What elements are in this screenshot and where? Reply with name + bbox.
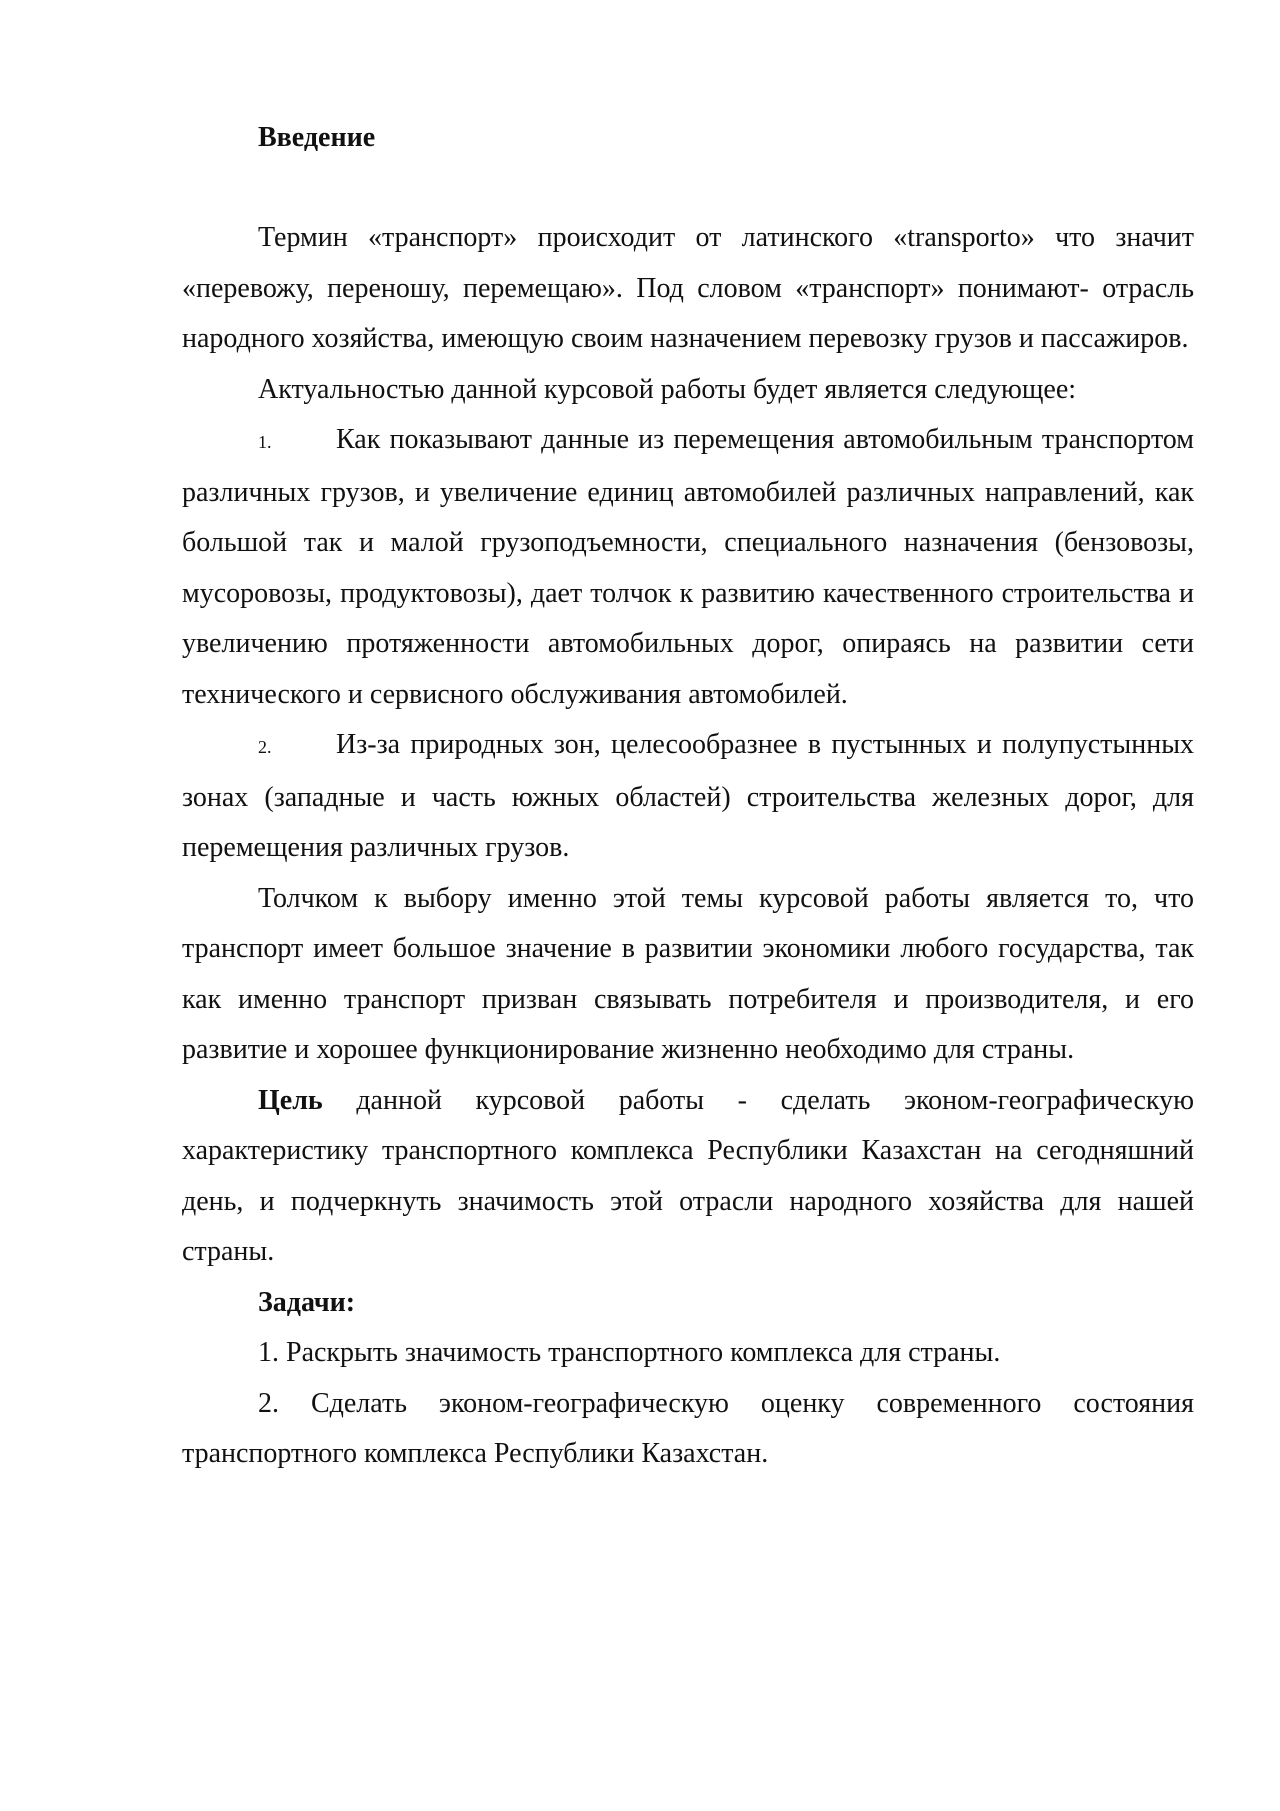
section-heading: Введение xyxy=(258,122,376,153)
paragraph-topic-choice: Толчком к выбору именно этой темы курсовой работы является то, что транспорт имеет большое значение в развитии экономики любого государства, так как именно транспорт призван связывать потребителя и производителя, и его развитие и хорошее функционирование жизненно необходимо для страны. xyxy=(182,882,1194,1065)
list-number-2: 2. xyxy=(258,737,272,757)
list-item-1 xyxy=(182,415,1194,720)
task-item-1: 1. Раскрыть значимость транспортного комплекса для страны. xyxy=(258,1337,1001,1368)
list-item-2 xyxy=(182,720,1194,874)
paragraph-goal xyxy=(182,1076,1194,1278)
goal-text: данной курсовой работы - сделать эконом-географическую характеристику транспортного комплекса Республики Казахстан на сегодняшний день, и подчеркнуть значимость этой отрасли народного хозяйства для нашей страны. xyxy=(182,1084,1194,1267)
goal-label: Цель xyxy=(258,1084,323,1116)
paragraph-relevance: Актуальностью данной курсовой работы будет является следующее: xyxy=(258,373,1077,405)
task-item-2: 2. Сделать эконом-географическую оценку современного состояния транспортного комплекса Республики Казахстан. xyxy=(182,1387,1194,1469)
list-text-2: Из-за природных зон, целесообразнее в пустынных и полупустынных зонах (западные и часть южных областей) строительства железных дорог, для перемещения различных грузов. xyxy=(182,729,1194,863)
tasks-label: Задачи: xyxy=(258,1286,356,1318)
list-text-1: Как показывают данные из перемещения автомобильным транспортом различных грузов, и увеличение единиц автомобилей различных направлений, как большой так и малой грузоподъемности, специального назначения (бензовозы, мусоровозы, продуктовозы), дает толчок к развитию качественного строительства и увеличению протяженности автомобильных дорог, опираясь на развитии сети технического и сервисного обслуживания автомобилей. xyxy=(182,424,1194,710)
list-number-1: 1. xyxy=(258,432,272,452)
tasks-heading xyxy=(182,1278,1194,1329)
blank-line xyxy=(182,163,1194,213)
document-body xyxy=(182,113,1194,1480)
paragraph-term-definition: Термин «транспорт» происходит от латинского «transporto» что значит «перевожу, переношу, перемещаю». Под словом «транспорт» понимают- отрасль народного хозяйства, имеющую своим назначением перевозку грузов и пассажиров. xyxy=(182,222,1194,354)
